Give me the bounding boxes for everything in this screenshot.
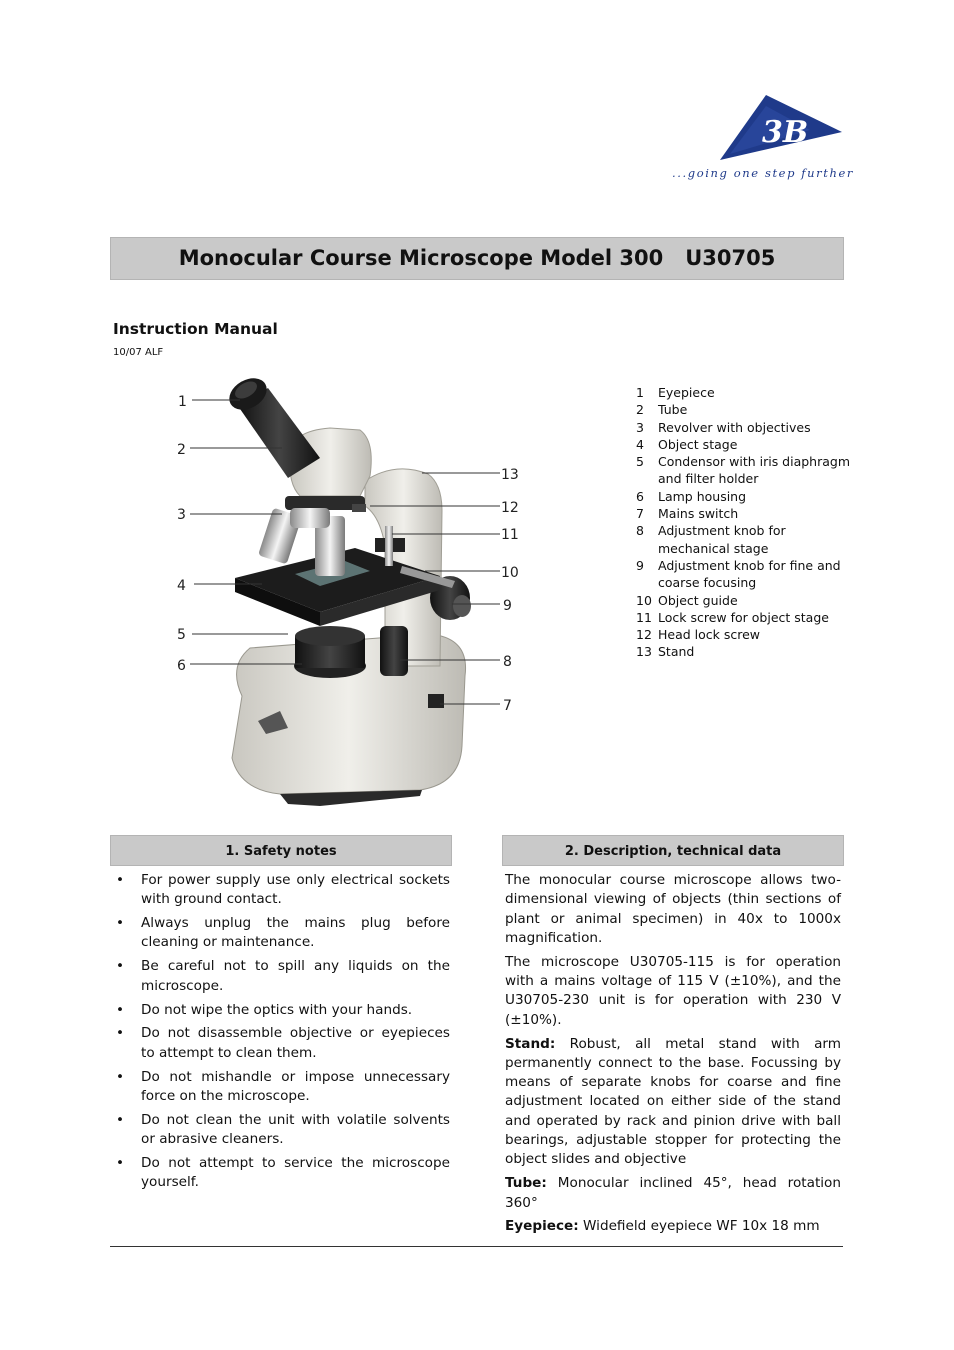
callout-3: 3: [177, 507, 186, 523]
bullet: •: [116, 1068, 125, 1085]
callout-2: 2: [177, 442, 186, 458]
part-item: [636, 522, 851, 557]
part-number: 3: [636, 419, 644, 435]
part-number: 7: [636, 506, 644, 522]
bullet: •: [116, 915, 125, 932]
part-item: [636, 453, 851, 488]
bullet: •: [116, 1001, 125, 1018]
microscope-illustration: [170, 366, 530, 808]
part-item: [636, 384, 851, 401]
description-voltage: The microscope U30705-115 is for operation with a mains voltage of 115 V (±10%), and the U30705-230 unit is for operation with 230 V (±10%).: [505, 953, 841, 1028]
bullet: •: [116, 958, 125, 975]
safety-note-item: [110, 1111, 450, 1150]
safety-note-item: [110, 957, 450, 996]
eyepiece-label: Eyepiece:: [505, 1218, 579, 1235]
safety-note-text: Do not attempt to service the microscope yourself.: [141, 1155, 450, 1191]
eyepiece-text: Widefield eyepiece WF 10x 18 mm: [578, 1218, 820, 1235]
manual-heading: Instruction Manual: [113, 320, 278, 338]
part-name: Object stage: [658, 436, 738, 452]
logo-tagline: ...going one step further: [672, 166, 854, 180]
safety-note-text: Be careful not to spill any liquids on the microscope.: [141, 958, 450, 994]
part-item: [636, 488, 851, 505]
description-heading: 2. Description, technical data: [502, 835, 844, 866]
footer-rule: [110, 1246, 843, 1247]
safety-note-item: [110, 871, 450, 910]
safety-note-text: Do not mishandle or impose unnecessary force on the microscope.: [141, 1068, 450, 1104]
tube-label: Tube:: [505, 1175, 547, 1192]
callout-5: 5: [177, 627, 186, 643]
callout-7: 7: [503, 698, 512, 714]
part-number: 12: [636, 627, 652, 643]
manual-code: 10/07 ALF: [113, 347, 164, 358]
description-tube: [505, 1174, 841, 1213]
description-eyepiece: [505, 1217, 841, 1236]
part-number: 6: [636, 488, 644, 504]
safety-note-item: [110, 1154, 450, 1193]
part-number: 8: [636, 523, 644, 539]
safety-note-item: [110, 914, 450, 953]
stand-label: Stand:: [505, 1035, 556, 1052]
safety-note-text: Do not wipe the optics with your hands.: [141, 1001, 413, 1018]
bullet: •: [116, 1155, 125, 1172]
part-number: 1: [636, 385, 644, 400]
callout-6: 6: [177, 658, 186, 674]
part-item: [636, 609, 851, 626]
callout-10: 10: [501, 565, 519, 581]
part-item: [636, 436, 851, 453]
callout-4: 4: [177, 578, 186, 594]
safety-notes-heading: 1. Safety notes: [110, 835, 452, 866]
callout-9: 9: [503, 598, 512, 614]
part-name: Revolver with objectives: [658, 419, 811, 435]
part-name: Eyepiece: [658, 385, 715, 400]
part-item: [636, 592, 851, 609]
part-name: Lock screw for object stage: [658, 609, 829, 625]
description-intro: The monocular course microscope allows two-dimensional viewing of objects (thin sections of plant or animal specimen) in 40x to 1000x magnification.: [505, 872, 841, 946]
svg-text:3B: 3B: [762, 115, 809, 150]
part-name: Stand: [658, 644, 695, 660]
callout-13: 13: [501, 467, 519, 483]
part-number: 11: [636, 609, 652, 625]
part-number: 9: [636, 557, 644, 573]
safety-note-text: Do not clean the unit with volatile solvents or abrasive cleaners.: [141, 1111, 450, 1148]
safety-note-item: [110, 1024, 450, 1063]
part-name: Head lock screw: [658, 627, 761, 643]
callout-8: 8: [503, 654, 512, 670]
safety-note-item: [110, 1068, 450, 1107]
callout-1: 1: [178, 394, 187, 410]
part-item: [636, 626, 851, 643]
callout-11: 11: [501, 527, 519, 543]
safety-note-text: Always unplug the mains plug before cleaning or maintenance.: [141, 915, 450, 951]
part-name: Condensor with iris diaphragm and filter holder: [658, 454, 851, 487]
bullet: •: [116, 1111, 125, 1128]
description-body: [505, 871, 841, 1241]
safety-note-text: For power supply use only electrical sockets with ground contact.: [141, 872, 450, 908]
bullet: •: [116, 1025, 125, 1042]
part-item: [636, 643, 851, 660]
callout-12: 12: [501, 500, 519, 516]
part-name: Lamp housing: [658, 488, 747, 504]
part-number: 5: [636, 454, 644, 470]
part-item: [636, 401, 851, 418]
part-name: Mains switch: [658, 506, 739, 522]
part-item: [636, 419, 851, 436]
part-number: 13: [636, 644, 652, 660]
parts-list: [636, 384, 851, 661]
description-stand: [505, 1035, 841, 1170]
part-name: Tube: [658, 402, 688, 418]
safety-note-item: [110, 1001, 450, 1020]
part-item: [636, 505, 851, 522]
safety-note-text: Do not disassemble objective or eyepieces to attempt to clean them.: [141, 1025, 450, 1061]
part-name: Object guide: [658, 592, 738, 608]
safety-notes-list: [110, 871, 450, 1197]
tube-text: Monocular inclined 45°, head rotation 360°: [505, 1175, 841, 1211]
part-number: 10: [636, 592, 652, 608]
document-title: Monocular Course Microscope Model 300 U30705: [178, 246, 776, 270]
part-item: [636, 557, 851, 592]
bullet: •: [116, 872, 125, 888]
part-name: Adjustment knob for fine and coarse focusing: [658, 557, 841, 591]
part-number: 2: [636, 402, 644, 418]
stand-text: Robust, all metal stand with arm permanently connect to the base. Focussing by means of separate knobs for coarse and fine adjustment located on either side of the stand and operated by rack and pinion drive with ball bearings, adjustable stopper for protecting the object slides and objective: [505, 1035, 841, 1168]
part-number: 4: [636, 436, 644, 452]
part-name: Adjustment knob for mechanical stage: [658, 523, 786, 556]
